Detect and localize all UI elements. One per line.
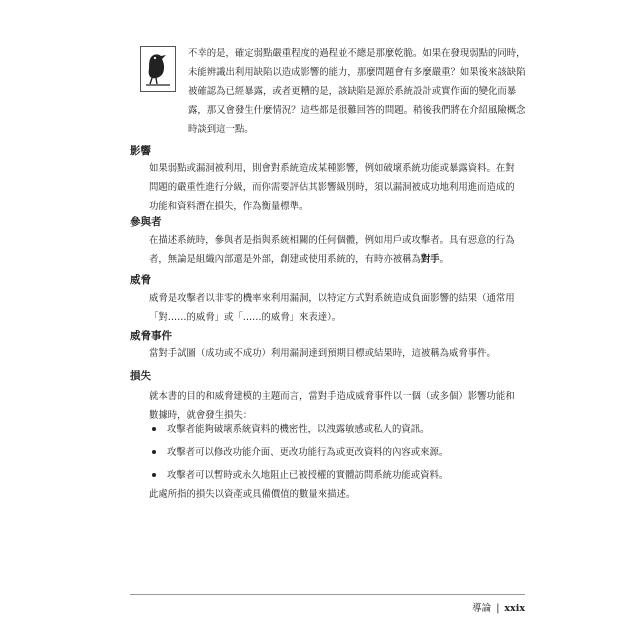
actor-description [149,231,523,269]
term-threat: 威脅 [130,274,151,286]
loss-intro: 就本書的目的和威脅建模的主題而言，當對手造成威脅事件以一個（或多個）影響功能和數據時，就會發生損失： [149,391,515,421]
impact-description: 如果弱點或漏洞被利用，則會對系統造成某種影響，例如破壞系統功能或暴露資料。在對問題的嚴重性進行分級，而你需要評估其影響級別時，須以漏洞被成功地利用進而造成的功能和資料潛在損失，作為衡量標準。 [149,163,515,212]
note-text: 不幸的是，確定弱點嚴重程度的過程並不總是那麼乾脆。如果在發現弱點的同時，未能辨識出利用缺陷以造成影響的能力，那麼問題會有多麼嚴重？如果後來該缺陷被確認為已經暴露，或者更糟的是，該缺陷是源於系統設計或實作面的變化而暴露，那又會發生什麼情況？這些都是很難回答的問題。稍後我們將在介紹風險概念時談到這一點。 [188,48,526,135]
chapter-title: 導論 [472,603,492,614]
list-item-text: 攻擊者能夠破壞系統資料的機密性，以洩露敏感或私人的資訊。 [167,424,430,435]
list-item-text: 攻擊者可以暫時或永久地阻止已被授權的實體訪問系統功能或資料。 [167,470,449,481]
term-actor: 參與者 [130,216,162,228]
list-item [149,420,523,443]
loss-bullet-list [149,420,523,489]
bullet-icon [152,473,156,477]
page-number: xxix [504,603,525,614]
crow-icon [140,46,176,92]
loss-closing: 此處所指的損失以資產或具備價值的數量來描述。 [149,489,356,500]
list-item [149,443,523,466]
adversary-emphasis: 對手 [420,254,440,265]
term-threat-event: 威脅事件 [130,330,172,342]
footer-separator: | [496,603,500,614]
page-footer [472,600,525,614]
footer-rule [130,594,525,595]
list-item-text: 攻擊者可以修改功能介面、更改功能行為或更改資料的內容或來源。 [167,447,449,458]
actor-text-end: 。 [439,254,450,265]
term-impact: 影響 [130,145,151,157]
threat-event-description: 當對手試圖（成功或不成功）利用漏洞達到預期目標或結果時，這被稱為威脅事件。 [149,348,496,359]
actor-text: 在描述系統時，參與者是指與系統相關的任何個體，例如用戶或攻擊者。具有惡意的行為者，無論是組織內部還是外部，創建或使用系統的，有時亦被稱為 [149,235,515,265]
term-loss: 損失 [130,370,151,382]
bullet-icon [152,427,156,431]
bullet-icon [152,450,156,454]
threat-description: 威脅是攻擊者以非零的機率來利用漏洞，以特定方式對系統造成負面影響的結果（通常用「對……的威脅」或「……的威脅」來表達）。 [149,293,515,323]
